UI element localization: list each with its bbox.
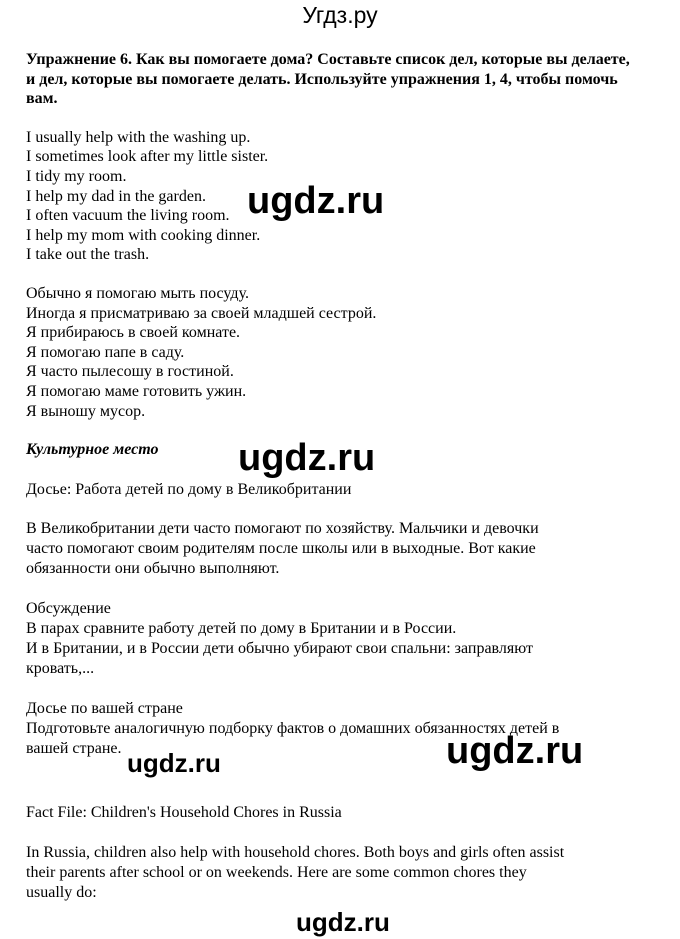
list-item: I take out the trash. <box>26 246 150 264</box>
paragraph-line: In Russia, children also help with household chores. Both boys and girls often assist <box>26 843 565 861</box>
list-item: I tidy my room. <box>26 167 127 185</box>
watermark: ugdz.ru <box>127 748 221 778</box>
paragraph-line: вашей стране. <box>26 740 122 758</box>
list-item: Я помогаю папе в саду. <box>26 343 185 361</box>
list-item: Я помогаю маме готовить ужин. <box>26 382 247 400</box>
list-item: I help my dad in the garden. <box>26 187 206 205</box>
paragraph-line: В парах сравните работу детей по дому в Британии и в России. <box>26 620 457 638</box>
discussion-title: Обсуждение <box>26 600 111 618</box>
list-item: I sometimes look after my little sister. <box>26 148 269 166</box>
list-item: Я выношу мусор. <box>26 402 146 420</box>
watermark: ugdz.ru <box>238 437 376 479</box>
site-title: Угдз.ру <box>302 2 378 28</box>
list-item: I often vacuum the living room. <box>26 207 230 225</box>
list-item: I usually help with the washing up. <box>26 128 251 146</box>
paragraph-line: В Великобритании дети часто помогают по хозяйству. Мальчики и девочки <box>26 520 539 538</box>
paragraph-line: usually do: <box>26 883 97 901</box>
watermark: ugdz.ru <box>247 180 385 222</box>
list-item: I help my mom with cooking dinner. <box>26 226 261 244</box>
paragraph-line: И в Британии, и в России дети обычно убирают свои спальни: заправляют <box>26 640 533 658</box>
country-dossier-title: Досье по вашей стране <box>26 700 183 718</box>
fact-file-paragraph <box>26 843 638 903</box>
exercise-heading: Упражнение 6. Как вы помогаете дома? Составьте список дел, которые вы делаете, и дел, которые вы помогаете делать. Используйте упражнения 1, 4, чтобы помочь вам. <box>26 51 630 108</box>
list-item: Я часто пылесошу в гостиной. <box>26 363 234 381</box>
discussion-section <box>26 599 638 679</box>
paragraph-line: обязанности они обычно выполняют. <box>26 560 280 578</box>
dossier-title: Досье: Работа детей по дому в Великобритании <box>26 480 352 498</box>
paragraph-line: кровать,... <box>26 660 95 678</box>
list-item: Я прибираюсь в своей комнате. <box>26 324 241 342</box>
paragraph-line: Подготовьте аналогичную подборку фактов о домашних обязанностях детей в <box>26 720 560 738</box>
watermark: ugdz.ru <box>296 907 390 937</box>
paragraph-line: часто помогают своим родителям после школы или в выходные. Вот какие <box>26 540 536 558</box>
list-item: Иногда я присматриваю за своей младшей сестрой. <box>26 304 377 322</box>
russian-list <box>26 284 638 421</box>
culture-section-title: Культурное место <box>26 441 159 459</box>
watermark: ugdz.ru <box>446 730 584 772</box>
fact-file-title: Fact File: Children's Household Chores in Russia <box>26 804 342 822</box>
list-item: Обычно я помогаю мыть посуду. <box>26 284 249 302</box>
paragraph-line: their parents after school or on weekends. Here are some common chores they <box>26 863 527 881</box>
dossier-paragraph <box>26 519 638 579</box>
